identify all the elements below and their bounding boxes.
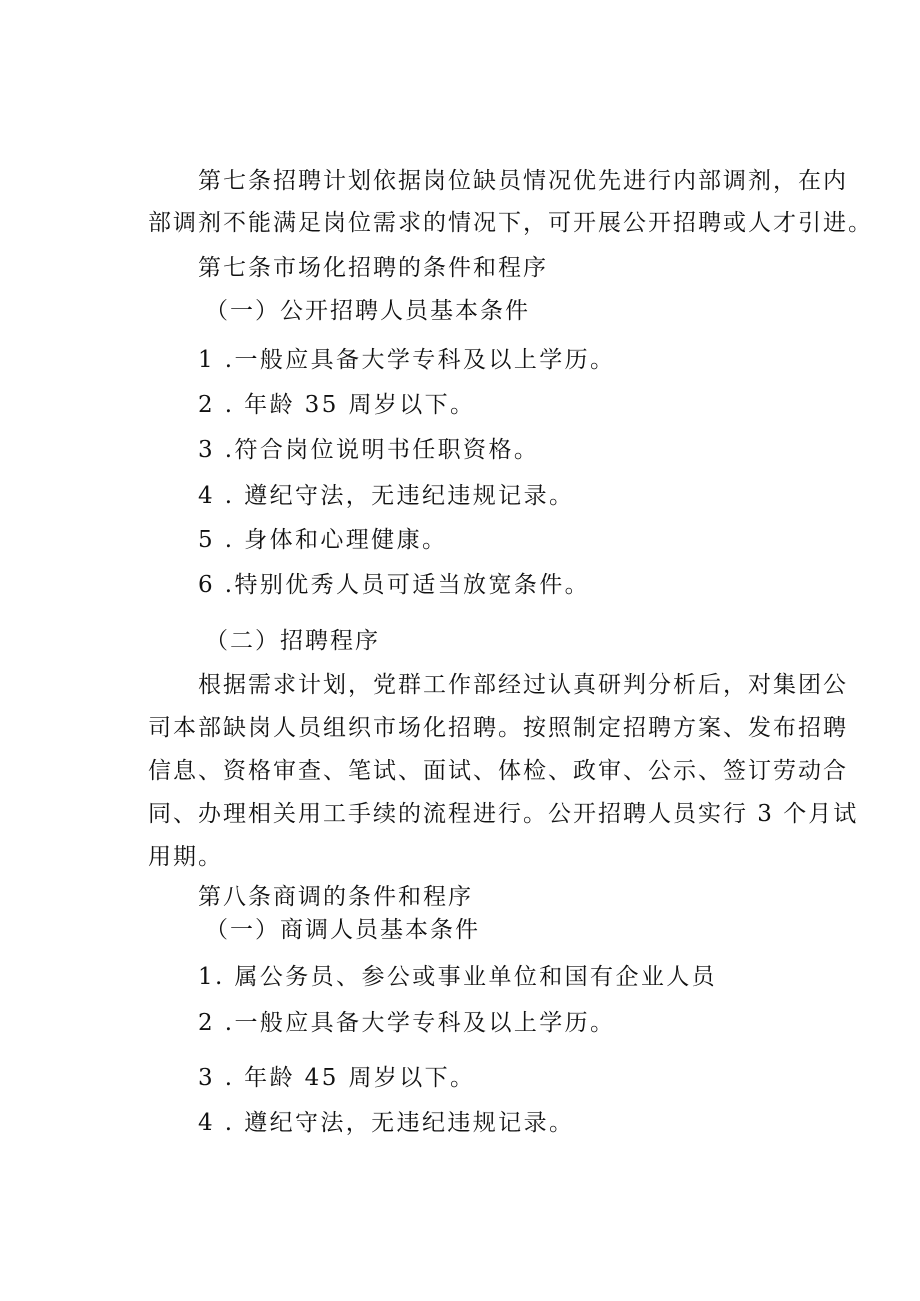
section-heading: 第八条商调的条件和程序 bbox=[198, 884, 473, 910]
paragraph-line: 信息、资格审查、笔试、面试、体检、政审、公示、签订劳动合 bbox=[148, 758, 848, 784]
paragraph-line: 第七条招聘计划依据岗位缺员情况优先进行内部调剂，在内 bbox=[198, 168, 848, 194]
list-item: 1 .一般应具备大学专科及以上学历。 bbox=[198, 347, 616, 373]
list-item: 1. 属公务员、参公或事业单位和国有企业人员 bbox=[198, 964, 718, 990]
list-item: 4 . 遵纪守法，无违纪违规记录。 bbox=[198, 1110, 575, 1136]
paragraph-line: 用期。 bbox=[148, 844, 223, 870]
section-heading: 第七条市场化招聘的条件和程序 bbox=[198, 255, 548, 281]
subsection-heading: （一）公开招聘人员基本条件 bbox=[205, 298, 530, 324]
subsection-heading: （二）招聘程序 bbox=[205, 628, 380, 654]
list-item: 4 . 遵纪守法，无违纪违规记录。 bbox=[198, 483, 575, 509]
paragraph-line: 部调剂不能满足岗位需求的情况下，可开展公开招聘或人才引进。 bbox=[148, 210, 873, 236]
list-item: 2 . 年龄 35 周岁以下。 bbox=[198, 392, 476, 418]
subsection-heading: （一）商调人员基本条件 bbox=[205, 917, 480, 943]
list-item: 2 .一般应具备大学专科及以上学历。 bbox=[198, 1010, 616, 1036]
paragraph-line: 根据需求计划，党群工作部经过认真研判分析后，对集团公 bbox=[198, 672, 848, 698]
list-item: 3 .符合岗位说明书任职资格。 bbox=[198, 437, 540, 463]
list-item: 5 . 身体和心理健康。 bbox=[198, 527, 448, 553]
paragraph-line: 司本部缺岗人员组织市场化招聘。按照制定招聘方案、发布招聘 bbox=[148, 715, 848, 741]
paragraph-line: 同、办理相关用工手续的流程进行。公开招聘人员实行 3 个月试 bbox=[148, 801, 859, 827]
list-item: 6 .特别优秀人员可适当放宽条件。 bbox=[198, 572, 591, 598]
list-item: 3 . 年龄 45 周岁以下。 bbox=[198, 1065, 476, 1091]
